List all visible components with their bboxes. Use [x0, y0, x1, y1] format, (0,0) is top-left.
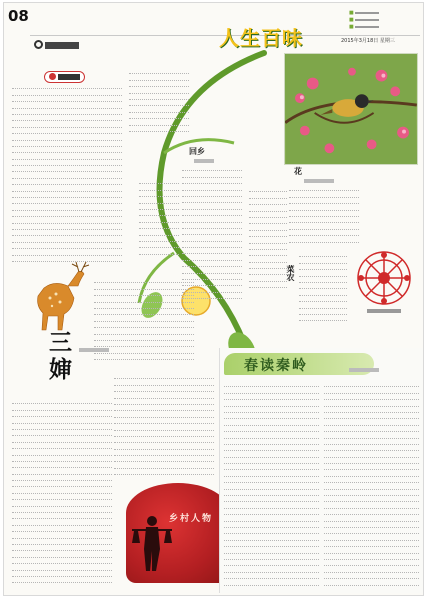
papercut-emblem-icon [349, 243, 419, 318]
spring-article-text-col1 [224, 381, 319, 589]
middle-center-text [139, 178, 179, 258]
big-article-text-top [94, 277, 194, 367]
deer-illustration-icon [24, 258, 94, 333]
left-column-text [12, 83, 122, 268]
article-byline-huixiang [194, 159, 214, 163]
section-banner-title: 人生百味 [219, 26, 303, 50]
article-text-hua [289, 185, 359, 245]
article-byline-hua [304, 179, 334, 183]
middle-top-text [129, 68, 189, 138]
article-text-cainong [299, 251, 347, 326]
village-figure-label: 乡村人物 [169, 514, 214, 524]
bird-on-blossom-photo [284, 53, 418, 165]
column-tag [44, 71, 85, 83]
newspaper-name [34, 40, 79, 51]
article-title-cainong: 菜农 [286, 265, 296, 281]
spring-article-title: 春读秦岭 [244, 358, 308, 374]
article-title-huixiang: 回乡 [189, 146, 205, 156]
big-article-text-col2 [114, 373, 214, 481]
spring-article-byline [349, 368, 379, 372]
newspaper-logo-icon [34, 40, 43, 49]
editor-credits [349, 10, 379, 30]
big-article-title: 三婶 [45, 330, 72, 384]
newspaper-name-glyphs [45, 42, 79, 49]
column-tag-icon [49, 73, 56, 80]
article-text-hua-left [249, 186, 287, 296]
issue-date: 2015年3月18日 星期三 [341, 38, 395, 44]
villager-carrying-pole-icon [132, 513, 172, 573]
newspaper-page [3, 2, 424, 596]
article-title-hua: 花 [294, 166, 302, 176]
big-article-text-col1 [12, 398, 112, 590]
spring-article-text-col2 [324, 381, 419, 589]
page-number: 08 [8, 7, 29, 25]
